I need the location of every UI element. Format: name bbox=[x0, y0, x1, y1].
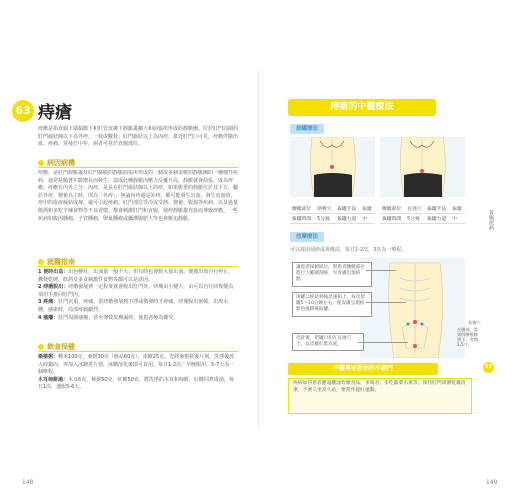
recipe-list bbox=[38, 354, 238, 392]
divider bbox=[38, 266, 238, 267]
symptom-list bbox=[38, 269, 238, 322]
cupping-tag: 拔罐療法 bbox=[290, 124, 324, 134]
callout-arrow bbox=[366, 302, 406, 303]
tips-box: 痔病如得患者應遠離油炸類食品，多喝水、多吃蔬菜水果等。保持肛門周圍乾燥清潔，不要久坐及久站，要常作提肛運動。 bbox=[288, 378, 472, 414]
callout-1: 讓患者採俯臥位，對患者腰骶部位進行大範圍刮痧，至皮膚出現痧點。 bbox=[292, 262, 372, 287]
page-number: 149 bbox=[486, 479, 498, 486]
cause-paragraph: 痔瘡，是肛門靜脈叢及肛門黏膜的靜脈曲張所形成的一個或多個柔軟的靜脈團的一種慢性疾病，通常是隨著年齡增長而發生，造成此種靜脈內壓力反覆升高，靜脈就會曲張，成為痔瘡。痔瘡有內外之分：內痔，是長在肛門齒狀線以上的痔，如果脫垂的靜脈位於其下方，屬於外痔。便祕為主時，則為「外痔」，無論內痔還是外痔，都可能發生出血，發生出血時，痔中的血液凝結成塊，還可引起疼痛。肛門部位受冷或受熱、便祕、腹瀉等疾病，以及過量飲酒和多吃辛辣食物等不良習慣，都會刺激肛門和直腸，使痔靜脈叢充血而導致痔瘡。一些疾病如腹內腫瘤，子宮腫瘤，卵巢腫瘤或攝護腺肥大等也會壓迫靜脈。 bbox=[38, 170, 238, 222]
list-item: 4 瘙癢：肛門周圍瘙癢，甚至導致皮膚濕疹，使患者極為難受。 bbox=[38, 314, 179, 321]
callout-arrow bbox=[358, 342, 408, 343]
list-item: 2 痔瘡脫出：痔瘡發展到一定程度就會脫出肛門外，痔塊由小變大，由可以自行回復變為須用手推回肛門內。 bbox=[38, 284, 234, 298]
list-item: 1 便時出血：出色鮮紅，出血量一般不大，但有時也會較大量出血。便後出血自行停止，糞便乾硬、飲酒及多食刺激性食物等都可以是誘因。 bbox=[38, 269, 234, 283]
callout-2: 用罐口經針刺後迅速扣上，每次留罐5～10分鐘左右，使皮膚呈現瘀紫色痕跡後取罐。 bbox=[292, 292, 372, 317]
back-figure-right bbox=[380, 137, 465, 197]
cupping-table-left bbox=[290, 204, 375, 224]
divider bbox=[38, 351, 238, 352]
section-heading-guide: 就醫指南 bbox=[38, 257, 75, 267]
back-figure-left bbox=[290, 137, 375, 197]
bullet-icon bbox=[38, 160, 44, 166]
section-banner: 痔瘡的中醫療法 bbox=[288, 99, 436, 116]
acupoint-figure bbox=[360, 258, 465, 358]
section-heading-cause: 病因病機 bbox=[38, 158, 75, 168]
side-tab: 胃腸疾病 bbox=[488, 210, 494, 230]
callout-arrow bbox=[366, 270, 396, 271]
cupping-table-right bbox=[380, 204, 465, 224]
bullet-icon bbox=[38, 259, 44, 265]
list-item: 木耳柿餅湯：木耳6克，柿餅50克，紅糖50克，將洗淨的木耳和柿餅，紅糖同煮成湯，每日1次，連服5-6天。 bbox=[38, 376, 234, 391]
back-illustration bbox=[290, 137, 375, 197]
page-number: 148 bbox=[22, 479, 34, 486]
acupoint-label: 長強穴 bbox=[468, 320, 481, 325]
page-title: 痔瘡 bbox=[38, 103, 72, 123]
massage-tag: 按摩療法 bbox=[290, 232, 324, 242]
table-row: 拔罐時間 5分鐘 拔罐力道 中 bbox=[290, 214, 375, 224]
massage-note: 可以採用刮痧或灸療法，每日1-2次，3次為一療程。 bbox=[290, 247, 407, 253]
table-row: 腰骶部位 長強穴 拔罐手法 拔罐 bbox=[380, 204, 465, 214]
section-heading-diet: 飲食保健 bbox=[38, 342, 75, 352]
back-illustration bbox=[380, 137, 465, 197]
callout-3: 皮針後，把罐口扣在長強穴上，以皮膚紅紫為度。 bbox=[292, 333, 364, 351]
chapter-number: 63 bbox=[12, 100, 34, 122]
skeleton-illustration bbox=[360, 258, 465, 358]
bullet-icon bbox=[38, 344, 44, 350]
divider bbox=[38, 167, 238, 168]
table-row: 腰骶部位 熱敷穴 拔罐手法 拔罐 bbox=[290, 204, 375, 214]
list-item: 桑椹粥：粳米100克，桑椹30克（鮮品60克），冰糖25克。先將桑椹搓後片刻，洗淨後放入砂鍋內，再加入冰糖煮片刻，冰糖溶化後即可食用，每日1-2次，早晚服用，5-7天為一個療程。 bbox=[38, 354, 235, 376]
tips-heading: 中醫專家教你的小竅門 bbox=[288, 363, 438, 375]
table-row: 拔罐時間 5分鐘 拔罐力道 中 bbox=[380, 214, 465, 224]
acupoint-desc: 在腰部，當第四腰椎棘突下，旁開1.5寸。 bbox=[457, 327, 478, 347]
intro-paragraph: 痔瘡是指直腸下端黏膜下和肛管皮膚下靜脈叢擴大和曲張所形成的靜脈團。位於肛門周圍的肛門齒狀線以下為外痔，一枝或數枝；肛門齒狀以上為內痔，靠近肛門口可見，痔瘡伴隨出血、疼痛、常發於中年，兩者可見於直腸部位。 bbox=[38, 126, 239, 147]
list-item: 3 疼痛：肛門沉重、疼痛，當痔瘡發展到不淨或徵發時才疼痛，痔塊脫出嵌頓，出現水腫，感染時，局部疼痛劇烈。 bbox=[38, 299, 229, 313]
side-number: 63 bbox=[483, 362, 494, 373]
